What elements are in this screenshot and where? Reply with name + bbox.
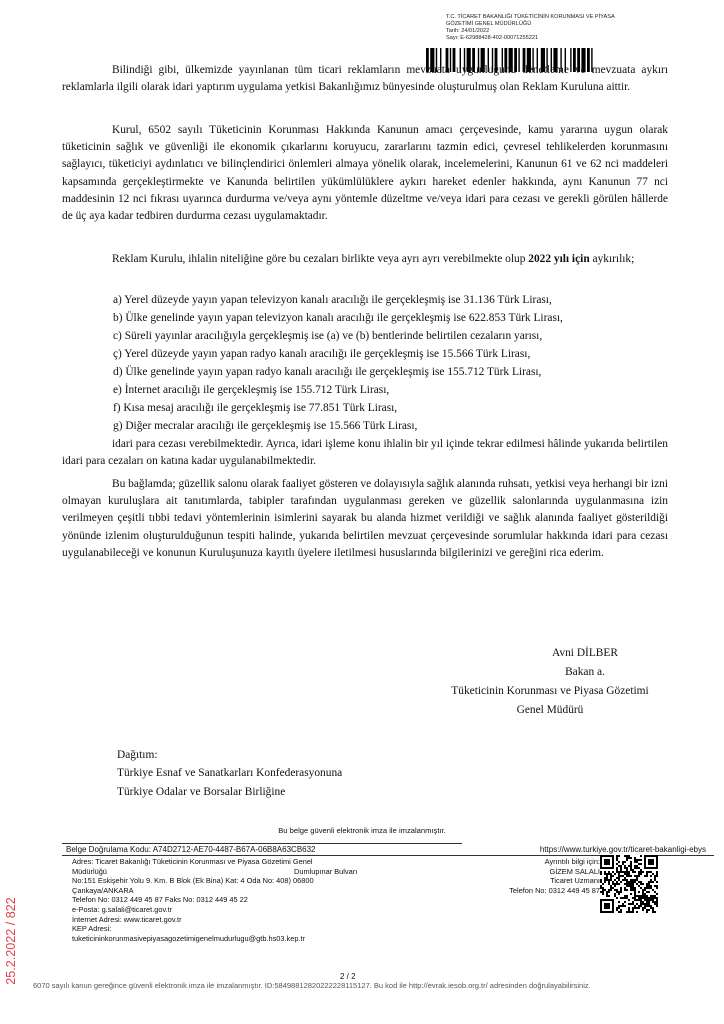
list-item-d: d) Ülke genelinde yayın yapan radyo kanalı aracılığı ile gerçekleşmiş ise 155.712 Türk Lirası, (113, 366, 542, 378)
paragraph-5: Bu bağlamda; güzellik salonu olarak faaliyet gösteren ve dolayısıyla sağlık alanında ruhsatı, yetkisi veya herhangi bir izni olmayan kuruluşlara ait tanıtımlarda, tabipler tarafından uygulanması gereken ve güzellik salonlarında uygulanmasına izin verilmeyen çeşitli tıbbi tedavi yöntemlerinin isimlerini sayarak bu alanda hizmet verildiği ve sağlık alanında faaliyet gösterildiği yönünde izlenim oluşturulduğunun tespiti halinde, yukarıda belirtilen mevzuat çerçevesinde sorumlular hakkında idari para cezası uygulanabileceği ve konunun Kuruluşunuza kayıtlı üyelere iletilmesi hususlarında bilgilerinizi ve gereğini rica ederim. (62, 478, 668, 559)
info-name: GİZEM SALALI (549, 866, 600, 876)
divider (62, 843, 462, 844)
list-item-c-cedilla: ç) Yerel düzeyde yayın yapan radyo kanalı aracılığı ile gerçekleşmiş ise 15.566 Türk Lirası, (113, 348, 531, 360)
document-number: Sayı: E-62988428-402-00071255221 (446, 35, 539, 41)
paragraph-3: Reklam Kurulu, ihlalin niteliğine göre bu cezaları birlikte veya ayrı ayrı verebilmekte olup 2022 yılı için aykırılık; (112, 253, 635, 265)
verification-url[interactable]: https://www.turkiye.gov.tr/ticaret-bakanligi-ebys (539, 845, 706, 854)
email: e-Posta: g.salali@ticaret.gov.tr (72, 904, 173, 914)
list-item-b: b) Ülke genelinde yayın yapan televizyon kanalı aracılığı ile gerçekleşmiş ise 622.853 Türk Lirası, (113, 312, 563, 324)
list-item-g: g) Diğer mecralar aracılığı ile gerçekleşmiş ise 15.566 Türk Lirası, (113, 420, 418, 432)
paragraph-1: Bilindiği gibi, ülkemizde yayınlanan tüm ticari reklamların mevzuata uygunluğunu denetleme ve mevzuata aykırı reklamlarla ilgili olarak idari yaptırım uygulama yetkisi Bakanlığımız bünyesinde oluşturulmuş olan Reklam Kuruluna aittir. (62, 64, 668, 94)
distribution-list (117, 746, 342, 801)
kep-address: tuketicininkorunmasivepiyasagozetimigenelmudurlugu@gtb.hs03.kep.tr (72, 933, 306, 943)
phone-fax: Telefon No: 0312 449 45 87 Faks No: 0312 449 45 22 (72, 895, 248, 905)
qr-code (600, 855, 658, 913)
paragraph-4: idari para cezası verebilmektedir. Ayrıca, idari işleme konu ihlalin bir yıl içinde tekrar edilmesi hâlinde yukarıda belirtilen idari para cezaları on katına kadar uygulanabilmektedir. (62, 438, 668, 468)
signature-block (390, 644, 710, 720)
signer-title-1: Bakan a. (565, 666, 605, 678)
verification-note: 6070 sayılı kanun gereğince güvenli elektronik imza ile imzalanmıştır. ID:58498812820222228115127. Bu kod ile http://evrak.iesob.org.tr/ adresinden doğrulayabilirsiniz. (33, 981, 591, 990)
document-header (446, 14, 696, 42)
received-date-stamp (2, 874, 20, 1008)
kep-label: KEP Adresi: (72, 924, 112, 934)
ministry-name-2: GÖZETİMİ GENEL MÜDÜRLÜĞÜ (446, 21, 532, 27)
signer-name: Avni DİLBER (552, 647, 618, 659)
paragraph-2: Kurul, 6502 sayılı Tüketicinin Korunması Hakkında Kanunun amacı çerçevesinde, kamu yararına uygun olarak tüketicinin sağlık ve güvenliği ile ekonomik çıkarlarını koruyucu, zararlarını tazmin edici, çevresel tehlikelerden korunmasını sağlayıcı, tüketiciyi aydınlatıcı ve bilinçlendirici önlemleri almaya yönelik olarak, incelemelerini, Kanunun 61 ve 62 nci maddeleri kapsamında gerçekleştirmekte ve Kanunda belirtilen yükümlülüklere aykırı hareket edenler hakkında, aynı Kanunun 77 nci maddesinin 12 nci fıkrası uyarınca durdurma ve/veya aynı yöntemle düzeltme ve/veya idari para cezası ve gerekli görülen hâllerde de üç aya kadar tedbiren durdurma cezası uygulamaktadır. (62, 124, 668, 223)
page-number: 2 / 2 (340, 972, 356, 981)
signer-title-3: Genel Müdürü (516, 704, 584, 716)
esign-notice: Bu belge güvenli elektronik imza ile imzalanmıştır. (278, 826, 446, 835)
verification-code: Belge Doğrulama Kodu: A74D2712-AE70-4487-B67A-06B8A63CB632 (66, 845, 316, 854)
address-line-1: Adres: Ticaret Bakanlığı Tüketicinin Korunması ve Piyasa Gözetimi Genel (72, 857, 313, 866)
info-title: Ticaret Uzmanı (550, 876, 600, 886)
stamp-date: 25.2.2022 / 822 (4, 897, 18, 985)
list-item-e: e) İnternet aracılığı ile gerçekleşmiş ise 155.712 Türk Lirası, (113, 384, 390, 396)
address-line-3: No:151 Eskişehir Yolu 9. Km. B Blok (Ek Bina) Kat: 4 Oda No: 408) 06800 (72, 876, 314, 886)
document-date: Tarih: 24/01/2022 (446, 28, 490, 34)
year-highlight: 2022 yılı için (528, 253, 590, 265)
ministry-name: T.C. TİCARET BAKANLIĞI TÜKETİCİNİN KORUNMASI VE PİYASA (446, 14, 615, 20)
signer-title-2: Tüketicinin Korunması ve Piyasa Gözetimi (451, 685, 649, 697)
info-phone: Telefon No: 0312 449 45 87 (509, 885, 600, 895)
list-item-f: f) Kısa mesaj aracılığı ile gerçekleşmiş ise 77.851 Türk Lirası, (113, 402, 398, 414)
address-line-2: Müdürlüğü (72, 866, 107, 876)
list-item-c: c) Süreli yayınlar aracılığıyla gerçekleşmiş ise (a) ve (b) bentlerinde belirtilen cezaların yarısı, (113, 330, 543, 342)
list-item-a: a) Yerel düzeyde yayın yapan televizyon kanalı aracılığı ile gerçekleşmiş ise 31.136 Türk Lirası, (113, 294, 552, 306)
website: İnternet Adresi: www.ticaret.gov.tr (72, 914, 182, 924)
distribution-item: Türkiye Esnaf ve Sanatkarları Konfederasyonuna (117, 767, 343, 780)
address-line-4: Çankaya/ANKARA (72, 885, 134, 895)
distribution-label: Dağıtım: (117, 749, 158, 761)
distribution-item: Türkiye Odalar ve Borsalar Birliğine (117, 785, 286, 798)
info-label: Ayrıntılı bilgi için: (544, 857, 600, 866)
address-boulevard: Dumlupınar Bulvarı (294, 866, 358, 876)
address-block (72, 857, 402, 943)
contact-block (470, 857, 600, 895)
